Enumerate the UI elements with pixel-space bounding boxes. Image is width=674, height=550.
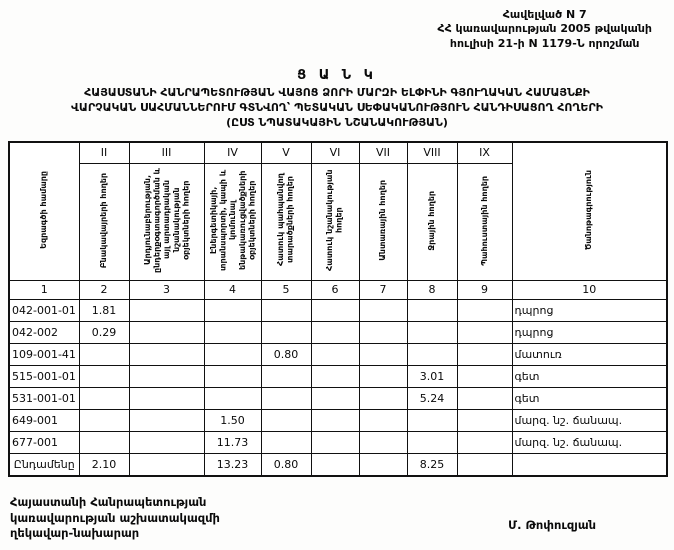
col-header-protected-lands: Հատուկ պահպանվող տարածքների հողեր (261, 163, 311, 280)
cell-value: 0.29 (79, 321, 129, 343)
cell-parcel-id: 042-002 (9, 321, 79, 343)
title-line-2: ՎԱՐՉԱԿԱՆ ՍԱՀՄԱՆՆԵՐՈՒՄ ԳՏՆՎՈՂ՝ ՊԵՏԱԿԱՆ ՍԵՓԱԿԱՆՈՒԹՅՈՒՆ ՀԱՆԴԻՍԱՑՈՂ ՀՈՂԵՐԻ (71, 101, 603, 115)
cell-value (457, 387, 512, 409)
table-row (9, 299, 667, 321)
total-value: 0.80 (261, 453, 311, 476)
cell-value (457, 321, 512, 343)
roman-numeral: IX (457, 142, 512, 164)
signatory-line-3: ղեկավար-նախարար (10, 526, 140, 541)
total-value (359, 453, 407, 476)
cell-parcel-id: 109-001-41 (9, 343, 79, 365)
cell-value (261, 299, 311, 321)
cell-value (204, 387, 261, 409)
total-note (512, 453, 667, 476)
document-title: Ց Ա Ն Կ (297, 67, 377, 83)
cell-value (311, 321, 359, 343)
cell-note: գետ (512, 387, 667, 409)
cell-value (79, 343, 129, 365)
col-header-infrastructure-lands: Էներգետիկայի, տրանսպորտի, կապի և կոմունալ ենթակառուցվածքների օբյեկտների հողեր (204, 163, 261, 280)
cell-parcel-id: 531-001-01 (9, 387, 79, 409)
cell-value (129, 409, 204, 431)
cell-note: դպրոց (512, 299, 667, 321)
roman-numeral: IV (204, 142, 261, 164)
col-header-industrial-lands: Արդյունաբերության, ընդերքօգտագործման և այլ արտադրական նշանակության օբյեկտների հողեր (129, 163, 204, 280)
cell-value (359, 387, 407, 409)
cell-value (311, 431, 359, 453)
column-number: 8 (407, 280, 457, 299)
cell-value (129, 365, 204, 387)
signatory-name: Մ. Թոփուզյան (508, 518, 596, 533)
document-title-block (0, 67, 674, 131)
annex-number-line: Հավելված N 7 (502, 8, 587, 21)
roman-numeral: VII (359, 142, 407, 164)
col-header-residential-lands: Բնակավայրերի հողեր (79, 163, 129, 280)
cell-value: 1.81 (79, 299, 129, 321)
roman-numeral-row (9, 142, 667, 164)
cell-value (359, 299, 407, 321)
col-header-special-lands: Հատուկ նշանակության հողեր (311, 163, 359, 280)
cell-value (311, 409, 359, 431)
cell-parcel-id: 677-001 (9, 431, 79, 453)
cell-parcel-id: 649-001 (9, 409, 79, 431)
column-number: 7 (359, 280, 407, 299)
column-number: 2 (79, 280, 129, 299)
column-number: 5 (261, 280, 311, 299)
total-value: 2.10 (79, 453, 129, 476)
cell-value (407, 299, 457, 321)
cell-value (261, 365, 311, 387)
cell-value (129, 387, 204, 409)
total-value (129, 453, 204, 476)
cell-value (311, 387, 359, 409)
total-value: 13.23 (204, 453, 261, 476)
column-number: 4 (204, 280, 261, 299)
col-header-water-lands: Ջրային հողեր (407, 163, 457, 280)
cell-value (359, 365, 407, 387)
cell-note: գետ (512, 365, 667, 387)
signature-block (0, 495, 674, 544)
table-row (9, 409, 667, 431)
cell-value (129, 299, 204, 321)
title-line-1: ՀԱՅԱՍՏԱՆԻ ՀԱՆՐԱՊԵՏՈՒԹՅԱՆ ՎԱՅՈՑ ՁՈՐԻ ՄԱՐԶԻ ԵԼՓԻՆԻ ԳՅՈՒՂԱԿԱՆ ՀԱՄԱՅՆՔԻ (84, 86, 590, 100)
government-year-line: ՀՀ կառավարության 2005 թվականի (437, 22, 652, 36)
signatory-line-2: կառավարության աշխատակազմի (10, 510, 220, 525)
column-number: 3 (129, 280, 204, 299)
total-row (9, 453, 667, 476)
cell-value: 3.01 (407, 365, 457, 387)
cell-value (129, 431, 204, 453)
total-value: 8.25 (407, 453, 457, 476)
column-number-row (9, 280, 667, 299)
cell-value (359, 431, 407, 453)
cell-value (129, 321, 204, 343)
cell-value (129, 343, 204, 365)
cell-value (359, 343, 407, 365)
title-line-3: (ԸՍՏ ՆՊԱՏԱԿԱՅԻՆ ՆՇԱՆԱԿՈՒԹՅԱՆ) (226, 116, 448, 130)
decree-number-line: հուլիսի 21-ի N 1179-Ն որոշման (449, 36, 640, 50)
table-row (9, 431, 667, 453)
cell-value (457, 431, 512, 453)
cell-value: 1.50 (204, 409, 261, 431)
roman-numeral: VIII (407, 142, 457, 164)
cell-value (261, 409, 311, 431)
cell-value (204, 343, 261, 365)
cell-value (79, 431, 129, 453)
roman-numeral: V (261, 142, 311, 164)
roman-numeral: VI (311, 142, 359, 164)
column-number: 9 (457, 280, 512, 299)
cell-value (407, 343, 457, 365)
cell-value (407, 321, 457, 343)
cell-value (204, 365, 261, 387)
land-parcels-table (8, 141, 668, 477)
roman-numeral: II (79, 142, 129, 164)
table-row (9, 387, 667, 409)
signatory-line-1: Հայաստանի Հանրապետության (10, 495, 207, 510)
roman-numeral: III (129, 142, 204, 164)
cell-value (407, 409, 457, 431)
cell-value (359, 321, 407, 343)
cell-value (457, 365, 512, 387)
annex-reference-block (437, 0, 652, 51)
cell-value (311, 365, 359, 387)
cell-value (204, 299, 261, 321)
cell-value: 11.73 (204, 431, 261, 453)
cell-parcel-id: 042-001-01 (9, 299, 79, 321)
column-number: 1 (9, 280, 79, 299)
cell-value (407, 431, 457, 453)
cell-value (79, 409, 129, 431)
cell-value: 0.80 (261, 343, 311, 365)
cell-value (457, 343, 512, 365)
cell-value (261, 387, 311, 409)
cell-note: մարզ. նշ. ճանապ. (512, 431, 667, 453)
cell-value: 5.24 (407, 387, 457, 409)
cell-note: դպրոց (512, 321, 667, 343)
col-header-reserve-lands: Պահուստային հողեր (457, 163, 512, 280)
cell-value (79, 387, 129, 409)
table-row (9, 365, 667, 387)
col-header-forest-lands: Անտառային հողեր (359, 163, 407, 280)
signatory-title-block (10, 495, 220, 542)
column-number: 6 (311, 280, 359, 299)
table-row (9, 343, 667, 365)
cell-value (311, 299, 359, 321)
cell-note: մարզ. նշ. ճանապ. (512, 409, 667, 431)
cell-value (261, 321, 311, 343)
cell-value (457, 299, 512, 321)
cell-value (204, 321, 261, 343)
cell-value (79, 365, 129, 387)
column-number: 10 (512, 280, 667, 299)
cell-value (261, 431, 311, 453)
cell-value (457, 409, 512, 431)
cell-note: մատուռ (512, 343, 667, 365)
total-value (311, 453, 359, 476)
total-label: Ընդամենը (9, 453, 79, 476)
table-row (9, 321, 667, 343)
cell-parcel-id: 515-001-01 (9, 365, 79, 387)
total-value (457, 453, 512, 476)
col-header-contour-number: Եզրագծի համարը (9, 142, 79, 281)
col-header-note: Ծանոթագրություն (512, 142, 667, 281)
cell-value (311, 343, 359, 365)
cell-value (359, 409, 407, 431)
